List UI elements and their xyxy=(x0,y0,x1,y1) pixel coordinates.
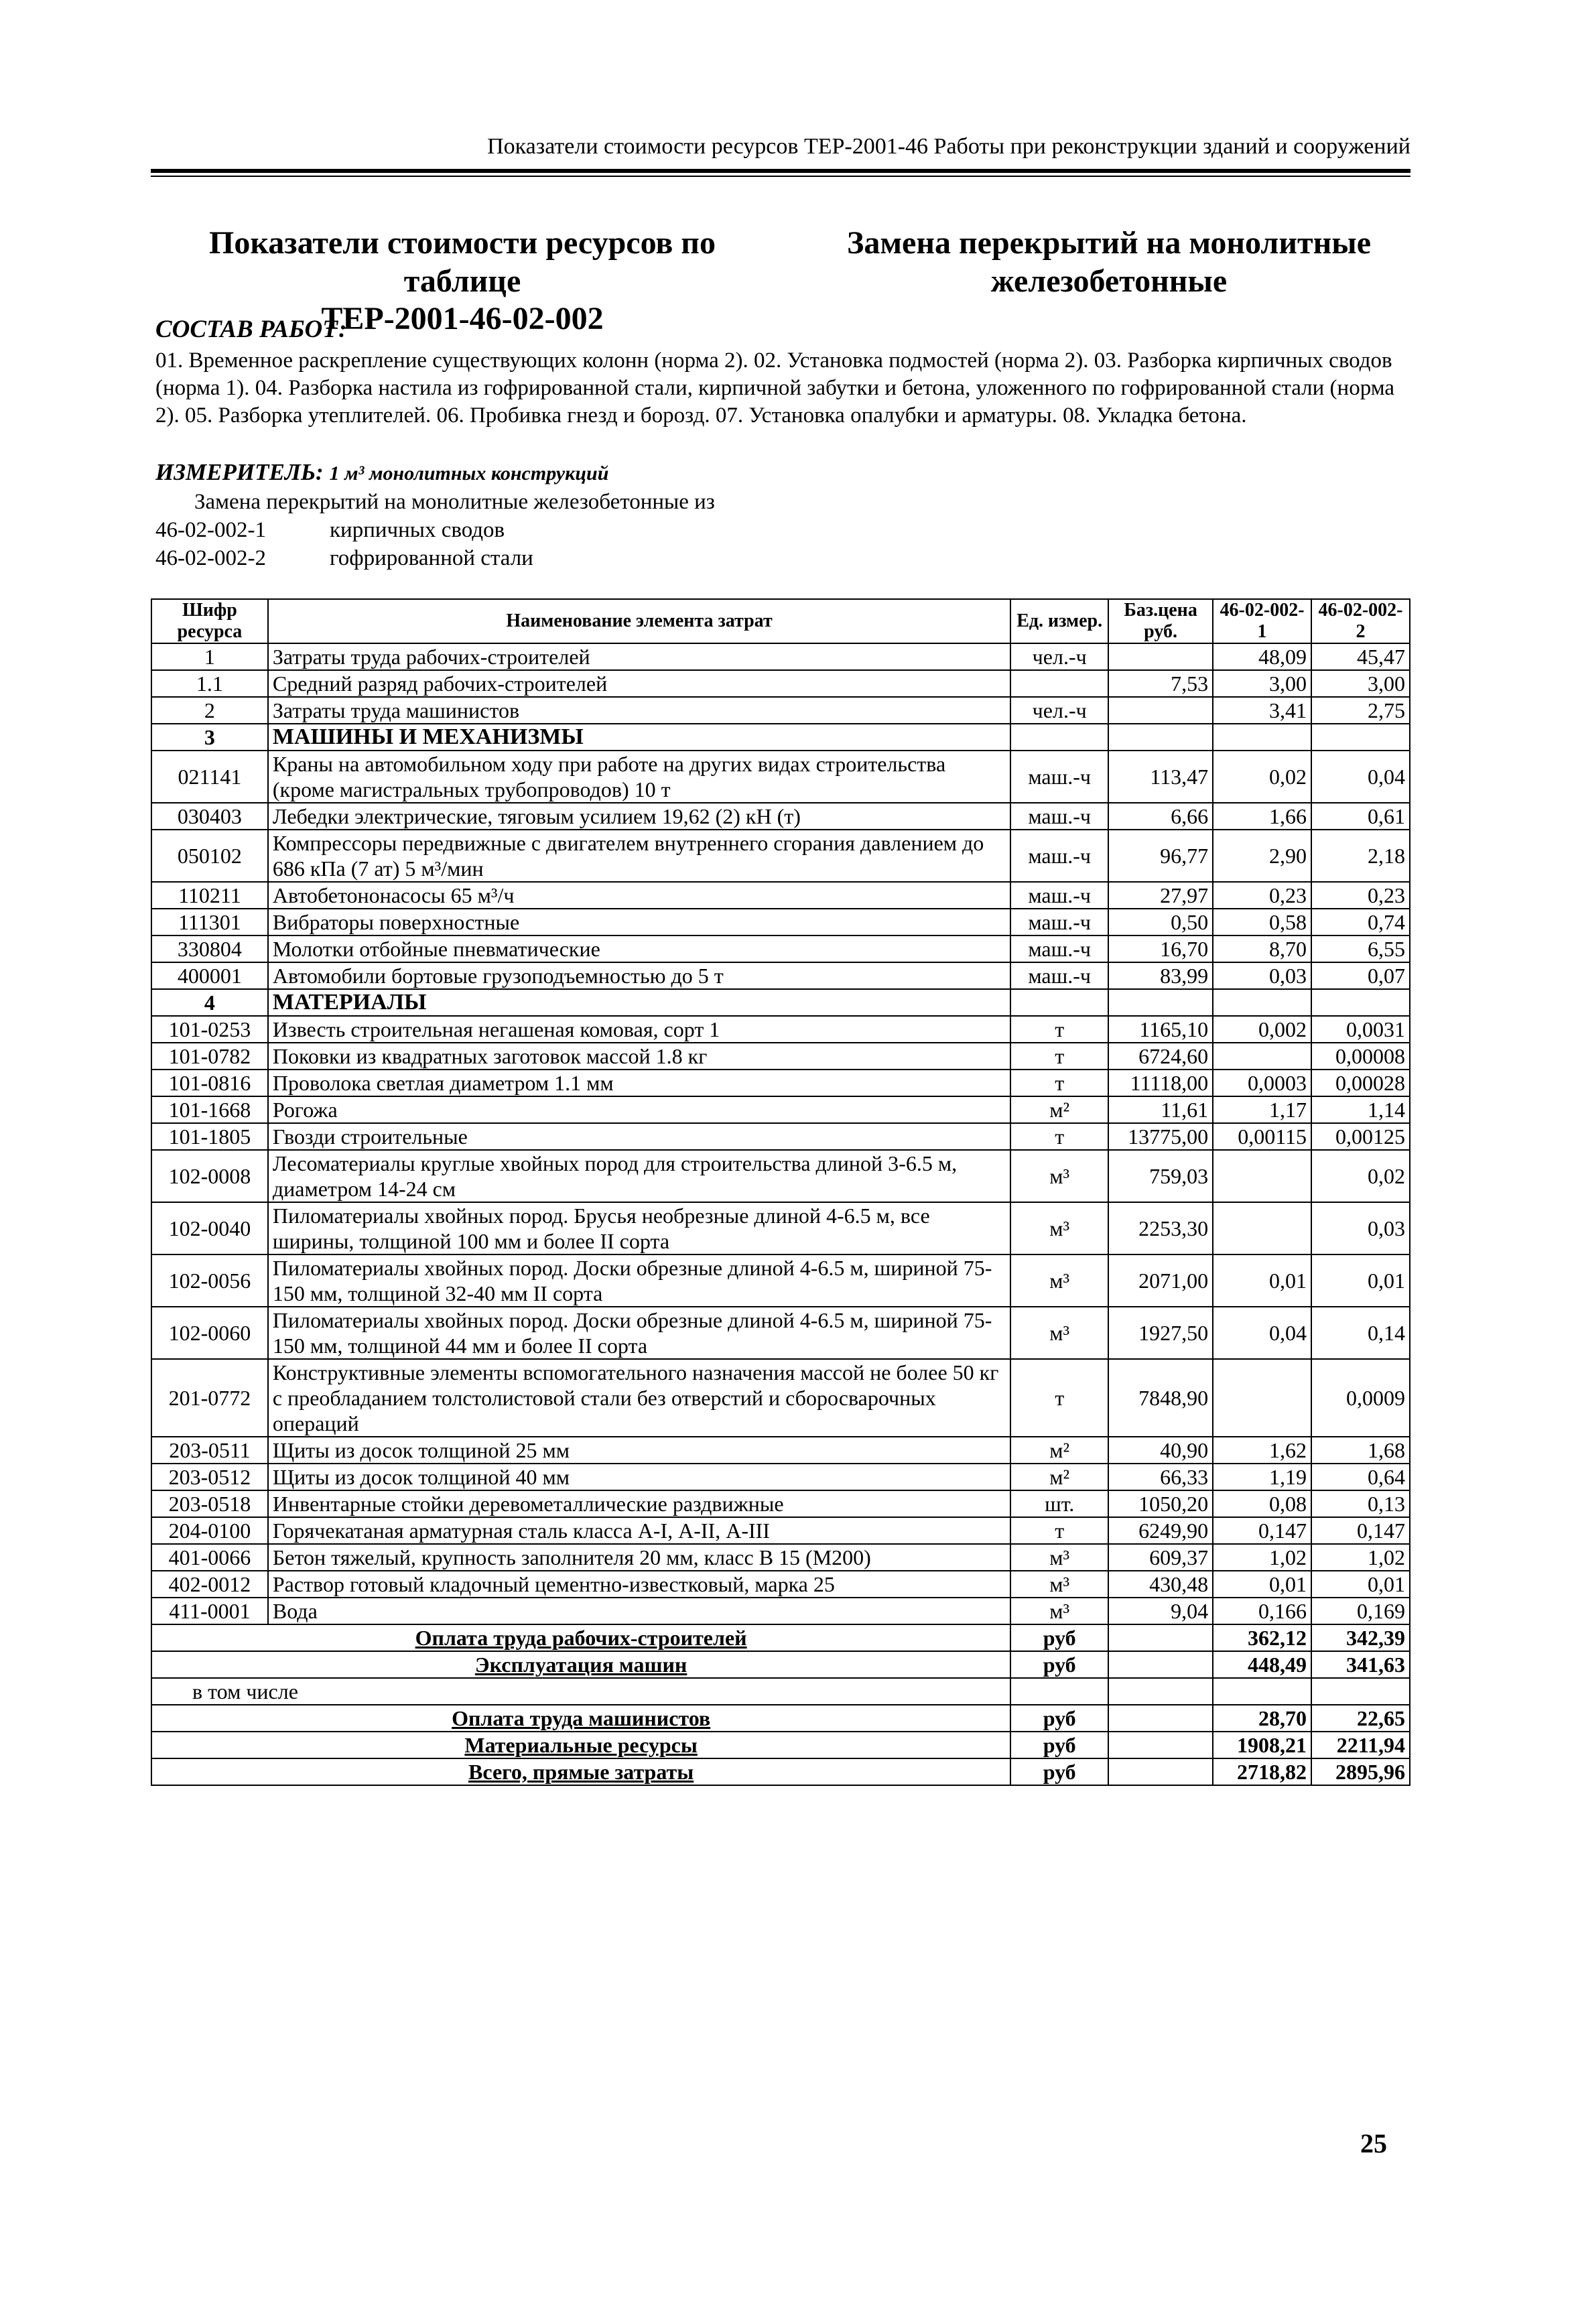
cell-unit: маш.-ч xyxy=(1010,830,1108,882)
total-value-2: 22,65 xyxy=(1311,1705,1410,1732)
cell-code: 1.1 xyxy=(151,670,268,697)
cell-code: 3 xyxy=(151,724,268,751)
subtable-code: 46-02-002-1 xyxy=(155,518,266,542)
table-title-line1: Показатели стоимости ресурсов по таблице xyxy=(209,225,716,299)
cell-unit: м³ xyxy=(1010,1202,1108,1254)
table-row xyxy=(151,935,1410,962)
cell-name: Рогожа xyxy=(268,1096,1010,1123)
cell-code: 4 xyxy=(151,989,268,1016)
table-row xyxy=(151,1571,1410,1598)
page-number: 25 xyxy=(1360,2128,1387,2158)
cell-value-2: 1,02 xyxy=(1311,1544,1410,1571)
cell-price: 9,04 xyxy=(1108,1598,1213,1624)
cell-price: 609,37 xyxy=(1108,1544,1213,1571)
cell-value-2: 0,147 xyxy=(1311,1517,1410,1544)
cell-name: Автомобили бортовые грузоподъемностью до 5 т xyxy=(268,962,1010,989)
cell-value-2: 0,01 xyxy=(1311,1254,1410,1307)
cell-value-1 xyxy=(1213,989,1311,1016)
cell-value-1: 0,58 xyxy=(1213,909,1311,935)
cell-value-1: 0,23 xyxy=(1213,882,1311,909)
cell-unit: маш.-ч xyxy=(1010,962,1108,989)
cell-value-2: 0,169 xyxy=(1311,1598,1410,1624)
section-title-line2: железобетонные xyxy=(990,263,1228,299)
cell-value-1: 3,41 xyxy=(1213,697,1311,724)
cell-code: 203-0511 xyxy=(151,1437,268,1464)
total-value-2 xyxy=(1311,1678,1410,1705)
cell-value-1: 2,90 xyxy=(1213,830,1311,882)
table-row xyxy=(151,1544,1410,1571)
cell-code: 021141 xyxy=(151,751,268,803)
section-row xyxy=(151,724,1410,751)
header-col2: 46-02-002-2 xyxy=(1311,599,1410,643)
subtable-name: гофрированной стали xyxy=(330,546,533,570)
total-unit: руб xyxy=(1010,1758,1108,1785)
cell-price: 7848,90 xyxy=(1108,1359,1213,1437)
total-unit xyxy=(1010,1678,1108,1705)
cell-name: Вибраторы поверхностные xyxy=(268,909,1010,935)
cell-code: 1 xyxy=(151,643,268,670)
cell-price: 430,48 xyxy=(1108,1571,1213,1598)
cell-value-1 xyxy=(1213,724,1311,751)
cell-value-1: 1,62 xyxy=(1213,1437,1311,1464)
total-row xyxy=(151,1624,1410,1651)
cell-name: Конструктивные элементы вспомогательного назначения массой не более 50 кг с преобладанием толстолистовой стали без отверстий и сборосварочных операций xyxy=(268,1359,1010,1437)
total-label: Эксплуатация машин xyxy=(151,1651,1010,1678)
header-price: Баз.цена руб. xyxy=(1108,599,1213,643)
cell-name: Раствор готовый кладочный цементно-известковый, марка 25 xyxy=(268,1571,1010,1598)
table-row xyxy=(151,1123,1410,1150)
table-header-row xyxy=(151,599,1410,643)
cell-unit: маш.-ч xyxy=(1010,909,1108,935)
header-rule-thin xyxy=(151,176,1410,177)
cell-value-2: 0,61 xyxy=(1311,803,1410,830)
cell-code: 102-0008 xyxy=(151,1150,268,1202)
cell-value-1: 1,17 xyxy=(1213,1096,1311,1123)
total-value-1: 2718,82 xyxy=(1213,1758,1311,1785)
cell-unit: т xyxy=(1010,1359,1108,1437)
cell-code: 102-0056 xyxy=(151,1254,268,1307)
cell-unit: т xyxy=(1010,1517,1108,1544)
cell-code: 203-0518 xyxy=(151,1490,268,1517)
total-label: Всего, прямые затраты xyxy=(151,1758,1010,1785)
cell-unit: маш.-ч xyxy=(1010,803,1108,830)
total-row xyxy=(151,1732,1410,1758)
meter-label: ИЗМЕРИТЕЛЬ: xyxy=(155,459,324,485)
table-row xyxy=(151,1043,1410,1070)
cell-unit: м² xyxy=(1010,1096,1108,1123)
cell-price: 113,47 xyxy=(1108,751,1213,803)
cell-price: 2071,00 xyxy=(1108,1254,1213,1307)
cell-code: 102-0060 xyxy=(151,1307,268,1359)
cell-value-1: 0,01 xyxy=(1213,1571,1311,1598)
total-price-empty xyxy=(1108,1758,1213,1785)
total-value-2: 2211,94 xyxy=(1311,1732,1410,1758)
cell-value-2: 45,47 xyxy=(1311,643,1410,670)
total-price-empty xyxy=(1108,1732,1213,1758)
section-row xyxy=(151,989,1410,1016)
cell-code: 401-0066 xyxy=(151,1544,268,1571)
cell-name: Поковки из квадратных заготовок массой 1.8 кг xyxy=(268,1043,1010,1070)
cell-unit: т xyxy=(1010,1043,1108,1070)
cell-value-1 xyxy=(1213,1043,1311,1070)
table-row xyxy=(151,830,1410,882)
cell-value-1: 0,002 xyxy=(1213,1016,1311,1043)
section-title-line1: Замена перекрытий на монолитные xyxy=(846,225,1371,261)
cell-price: 2253,30 xyxy=(1108,1202,1213,1254)
cell-name: Вода xyxy=(268,1598,1010,1624)
cell-value-2: 2,18 xyxy=(1311,830,1410,882)
cell-value-2: 6,55 xyxy=(1311,935,1410,962)
header-rule xyxy=(151,169,1410,173)
cell-code: 050102 xyxy=(151,830,268,882)
cell-price: 6724,60 xyxy=(1108,1043,1213,1070)
table-row xyxy=(151,1307,1410,1359)
cell-price xyxy=(1108,697,1213,724)
cell-price: 1165,10 xyxy=(1108,1016,1213,1043)
total-value-1: 448,49 xyxy=(1213,1651,1311,1678)
cell-unit: м² xyxy=(1010,1437,1108,1464)
table-row xyxy=(151,1254,1410,1307)
cell-code: 101-1805 xyxy=(151,1123,268,1150)
cell-unit: т xyxy=(1010,1070,1108,1096)
subtable-code: 46-02-002-2 xyxy=(155,546,266,570)
cell-value-2: 0,14 xyxy=(1311,1307,1410,1359)
cell-name: Пиломатериалы хвойных пород. Доски обрезные длиной 4-6.5 м, шириной 75-150 мм, толщиной 32-40 мм II сорта xyxy=(268,1254,1010,1307)
cell-unit: м² xyxy=(1010,1464,1108,1490)
cell-value-1: 1,66 xyxy=(1213,803,1311,830)
subtable-item xyxy=(155,544,715,572)
cell-name: Автобетононасосы 65 м³/ч xyxy=(268,882,1010,909)
cell-unit: чел.-ч xyxy=(1010,643,1108,670)
cell-unit: чел.-ч xyxy=(1010,697,1108,724)
table-row xyxy=(151,882,1410,909)
cell-value-1: 0,03 xyxy=(1213,962,1311,989)
total-row xyxy=(151,1651,1410,1678)
cell-unit: м³ xyxy=(1010,1544,1108,1571)
cell-price: 16,70 xyxy=(1108,935,1213,962)
cell-value-2: 0,13 xyxy=(1311,1490,1410,1517)
cell-code: 110211 xyxy=(151,882,268,909)
table-row xyxy=(151,670,1410,697)
total-price-empty xyxy=(1108,1651,1213,1678)
cell-price: 7,53 xyxy=(1108,670,1213,697)
cell-unit: маш.-ч xyxy=(1010,882,1108,909)
total-value-2: 2895,96 xyxy=(1311,1758,1410,1785)
cell-name: Щиты из досок толщиной 40 мм xyxy=(268,1464,1010,1490)
cell-name: Известь строительная негашеная комовая, сорт 1 xyxy=(268,1016,1010,1043)
work-composition-heading: СОСТАВ РАБОТ: xyxy=(155,316,347,343)
table-row xyxy=(151,1490,1410,1517)
total-label: в том числе xyxy=(151,1678,1010,1705)
table-row xyxy=(151,1096,1410,1123)
table-row xyxy=(151,643,1410,670)
cell-value-2: 0,0031 xyxy=(1311,1016,1410,1043)
cell-unit xyxy=(1010,670,1108,697)
cell-value-1 xyxy=(1213,1359,1311,1437)
cell-value-2: 1,68 xyxy=(1311,1437,1410,1464)
cell-price: 759,03 xyxy=(1108,1150,1213,1202)
cell-code: 101-0253 xyxy=(151,1016,268,1043)
total-value-1 xyxy=(1213,1678,1311,1705)
total-label: Оплата труда машинистов xyxy=(151,1705,1010,1732)
table-row xyxy=(151,1598,1410,1624)
cell-unit xyxy=(1010,989,1108,1016)
cell-value-2: 0,00125 xyxy=(1311,1123,1410,1150)
cell-value-2: 3,00 xyxy=(1311,670,1410,697)
cell-name: Молотки отбойные пневматические xyxy=(268,935,1010,962)
cell-price xyxy=(1108,643,1213,670)
cell-value-1: 3,00 xyxy=(1213,670,1311,697)
total-unit: руб xyxy=(1010,1732,1108,1758)
cell-name: Краны на автомобильном ходу при работе на других видах строительства (кроме магистральных трубопроводов) 10 т xyxy=(268,751,1010,803)
cell-value-1: 0,01 xyxy=(1213,1254,1311,1307)
cell-unit: м³ xyxy=(1010,1254,1108,1307)
cell-name: МАШИНЫ И МЕХАНИЗМЫ xyxy=(268,724,1010,751)
table-row xyxy=(151,1070,1410,1096)
table-row xyxy=(151,803,1410,830)
cell-price: 40,90 xyxy=(1108,1437,1213,1464)
cell-price: 1927,50 xyxy=(1108,1307,1213,1359)
cell-name: Лесоматериалы круглые хвойных пород для строительства длиной 3-6.5 м, диаметром 14-24 см xyxy=(268,1150,1010,1202)
cell-price: 13775,00 xyxy=(1108,1123,1213,1150)
total-value-2: 341,63 xyxy=(1311,1651,1410,1678)
total-value-1: 28,70 xyxy=(1213,1705,1311,1732)
cell-name: Гвозди строительные xyxy=(268,1123,1010,1150)
cell-unit xyxy=(1010,724,1108,751)
cell-unit: т xyxy=(1010,1123,1108,1150)
cell-unit: маш.-ч xyxy=(1010,935,1108,962)
total-value-2: 342,39 xyxy=(1311,1624,1410,1651)
cell-unit: м³ xyxy=(1010,1571,1108,1598)
total-label: Материальные ресурсы xyxy=(151,1732,1010,1758)
cell-name: Лебедки электрические, тяговым усилием 19,62 (2) кН (т) xyxy=(268,803,1010,830)
subtable-item xyxy=(155,516,715,544)
total-row xyxy=(151,1678,1410,1705)
cell-price: 6249,90 xyxy=(1108,1517,1213,1544)
cell-name: Инвентарные стойки деревометаллические раздвижные xyxy=(268,1490,1010,1517)
cell-code: 101-0816 xyxy=(151,1070,268,1096)
cell-value-2: 0,04 xyxy=(1311,751,1410,803)
cell-value-2: 0,03 xyxy=(1311,1202,1410,1254)
table-row xyxy=(151,1016,1410,1043)
cell-name: МАТЕРИАЛЫ xyxy=(268,989,1010,1016)
total-label: Оплата труда рабочих-строителей xyxy=(151,1624,1010,1651)
total-unit: руб xyxy=(1010,1651,1108,1678)
cell-value-1 xyxy=(1213,1150,1311,1202)
cell-price: 11,61 xyxy=(1108,1096,1213,1123)
cell-value-2: 0,74 xyxy=(1311,909,1410,935)
cell-name: Горячекатаная арматурная сталь класса А-I, А-II, А-III xyxy=(268,1517,1010,1544)
cell-price: 27,97 xyxy=(1108,882,1213,909)
section-title xyxy=(811,224,1407,300)
cell-code: 101-1668 xyxy=(151,1096,268,1123)
table-row xyxy=(151,751,1410,803)
cell-code: 102-0040 xyxy=(151,1202,268,1254)
total-row xyxy=(151,1758,1410,1785)
resource-table xyxy=(151,598,1410,1786)
cell-unit: м³ xyxy=(1010,1598,1108,1624)
cell-name: Бетон тяжелый, крупность заполнителя 20 мм, класс В 15 (М200) xyxy=(268,1544,1010,1571)
cell-code: 030403 xyxy=(151,803,268,830)
table-title-line2: ТЕР-2001-46-02-002 xyxy=(321,301,604,337)
cell-value-2: 0,00028 xyxy=(1311,1070,1410,1096)
total-value-1: 1908,21 xyxy=(1213,1732,1311,1758)
table-row xyxy=(151,1437,1410,1464)
cell-code: 204-0100 xyxy=(151,1517,268,1544)
table-row xyxy=(151,962,1410,989)
cell-code: 101-0782 xyxy=(151,1043,268,1070)
cell-value-2: 0,01 xyxy=(1311,1571,1410,1598)
cell-value-2: 0,02 xyxy=(1311,1150,1410,1202)
subtable-name: кирпичных сводов xyxy=(330,518,505,542)
cell-code: 201-0772 xyxy=(151,1359,268,1437)
cell-price: 1050,20 xyxy=(1108,1490,1213,1517)
header-name: Наименование элемента затрат xyxy=(268,599,1010,643)
cell-price: 83,99 xyxy=(1108,962,1213,989)
cell-value-2: 0,07 xyxy=(1311,962,1410,989)
subtable-intro: Замена перекрытий на монолитные железобетонные из xyxy=(194,490,715,514)
cell-code: 2 xyxy=(151,697,268,724)
total-unit: руб xyxy=(1010,1705,1108,1732)
cell-name: Пиломатериалы хвойных пород. Доски обрезные длиной 4-6.5 м, шириной 75-150 мм, толщиной 44 мм и более II сорта xyxy=(268,1307,1010,1359)
table-row xyxy=(151,1464,1410,1490)
cell-value-2: 2,75 xyxy=(1311,697,1410,724)
table-row xyxy=(151,1202,1410,1254)
total-price-empty xyxy=(1108,1624,1213,1651)
cell-value-1: 0,166 xyxy=(1213,1598,1311,1624)
cell-value-1: 48,09 xyxy=(1213,643,1311,670)
cell-value-1: 0,0003 xyxy=(1213,1070,1311,1096)
cell-code: 203-0512 xyxy=(151,1464,268,1490)
work-composition-text: 01. Временное раскрепление существующих колонн (норма 2). 02. Установка подмостей (норма 2). 03. Разборка кирпичных сводов (норма 1). 04. Разборка настила из гофрированной стали, кирпичной забутки и бетона, уложенного по гофрированной стали (норма 2). 05. Разборка утеплителей. 06. Пробивка гнезд и борозд. 07. Установка опалубки и арматуры. 08. Укладка бетона. xyxy=(155,348,1394,428)
cell-value-1: 0,147 xyxy=(1213,1517,1311,1544)
total-value-1: 362,12 xyxy=(1213,1624,1311,1651)
meter-value: 1 м³ монолитных конструкций xyxy=(329,462,609,485)
cell-name: Пиломатериалы хвойных пород. Брусья необрезные длиной 4-6.5 м, все ширины, толщиной 100 мм и более II сорта xyxy=(268,1202,1010,1254)
table-row xyxy=(151,1517,1410,1544)
table-row xyxy=(151,1359,1410,1437)
cell-code: 400001 xyxy=(151,962,268,989)
cell-unit: маш.-ч xyxy=(1010,751,1108,803)
cell-value-2: 0,0009 xyxy=(1311,1359,1410,1437)
cell-value-1: 0,00115 xyxy=(1213,1123,1311,1150)
cell-unit: м³ xyxy=(1010,1307,1108,1359)
total-row xyxy=(151,1705,1410,1732)
total-price-empty xyxy=(1108,1705,1213,1732)
cell-price: 66,33 xyxy=(1108,1464,1213,1490)
cell-price: 96,77 xyxy=(1108,830,1213,882)
cell-code: 411-0001 xyxy=(151,1598,268,1624)
table-row xyxy=(151,697,1410,724)
cell-value-2: 1,14 xyxy=(1311,1096,1410,1123)
meter-line xyxy=(155,458,608,487)
cell-value-1 xyxy=(1213,1202,1311,1254)
cell-value-1: 0,08 xyxy=(1213,1490,1311,1517)
cell-value-2: 0,00008 xyxy=(1311,1043,1410,1070)
cell-name: Затраты труда рабочих-строителей xyxy=(268,643,1010,670)
cell-code: 111301 xyxy=(151,909,268,935)
cell-name: Щиты из досок толщиной 25 мм xyxy=(268,1437,1010,1464)
table-row xyxy=(151,909,1410,935)
cell-name: Компрессоры передвижные с двигателем внутреннего сгорания давлением до 686 кПа (7 ат) 5 м³/мин xyxy=(268,830,1010,882)
cell-unit: т xyxy=(1010,1016,1108,1043)
cell-price xyxy=(1108,989,1213,1016)
cell-code: 402-0012 xyxy=(151,1571,268,1598)
cell-price: 6,66 xyxy=(1108,803,1213,830)
cell-value-1: 0,02 xyxy=(1213,751,1311,803)
total-unit: руб xyxy=(1010,1624,1108,1651)
cell-code: 330804 xyxy=(151,935,268,962)
cell-value-1: 0,04 xyxy=(1213,1307,1311,1359)
cell-price xyxy=(1108,724,1213,751)
cell-name: Средний разряд рабочих-строителей xyxy=(268,670,1010,697)
header-code: Шифр ресурса xyxy=(151,599,268,643)
cell-value-2: 0,23 xyxy=(1311,882,1410,909)
header-unit: Ед. измер. xyxy=(1010,599,1108,643)
cell-unit: шт. xyxy=(1010,1490,1108,1517)
total-price-empty xyxy=(1108,1678,1213,1705)
cell-value-1: 1,02 xyxy=(1213,1544,1311,1571)
cell-price: 0,50 xyxy=(1108,909,1213,935)
cell-price: 11118,00 xyxy=(1108,1070,1213,1096)
subtable-list xyxy=(155,488,715,572)
table-row xyxy=(151,1150,1410,1202)
cell-unit: м³ xyxy=(1010,1150,1108,1202)
header-col1: 46-02-002-1 xyxy=(1213,599,1311,643)
running-header: Показатели стоимости ресурсов ТЕР-2001-46 Работы при реконструкции зданий и сооружений xyxy=(487,134,1410,159)
cell-value-2 xyxy=(1311,989,1410,1016)
cell-name: Проволока светлая диаметром 1.1 мм xyxy=(268,1070,1010,1096)
cell-value-2: 0,64 xyxy=(1311,1464,1410,1490)
cell-value-1: 1,19 xyxy=(1213,1464,1311,1490)
cell-value-1: 8,70 xyxy=(1213,935,1311,962)
cell-name: Затраты труда машинистов xyxy=(268,697,1010,724)
cell-value-2 xyxy=(1311,724,1410,751)
